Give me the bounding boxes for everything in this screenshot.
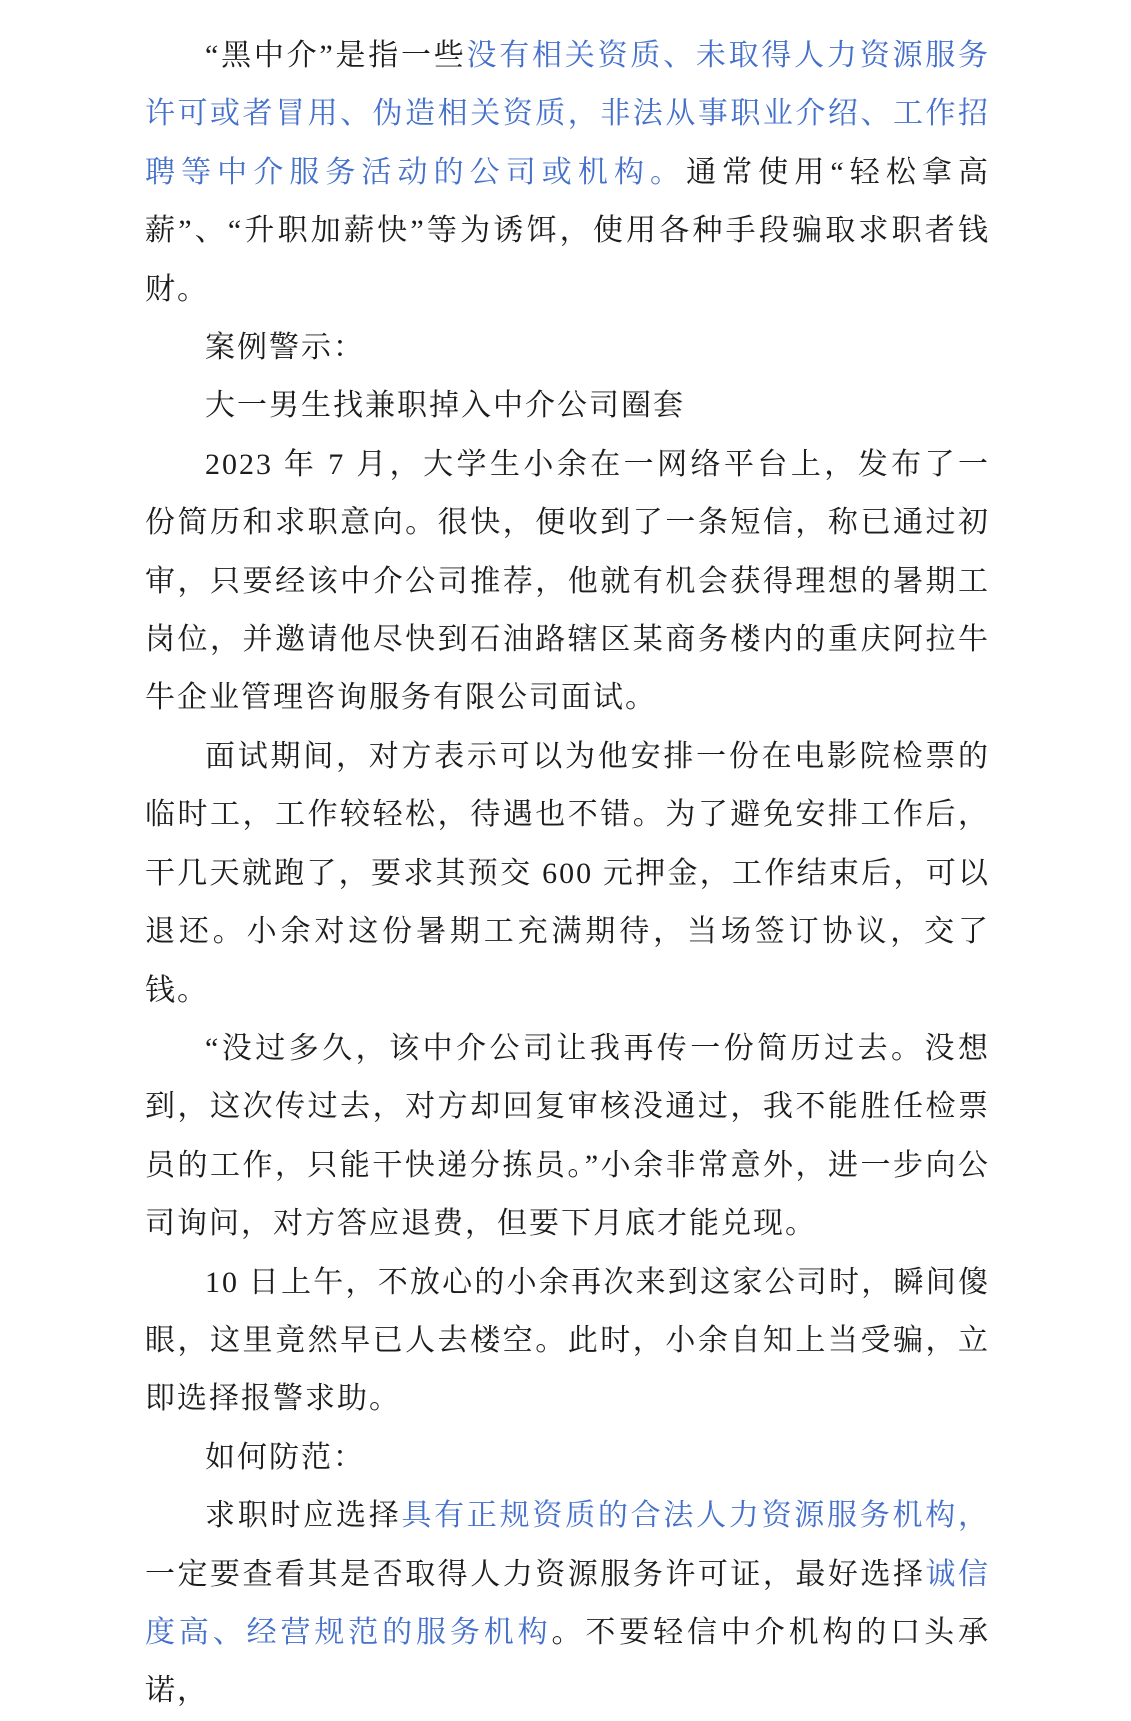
paragraph (145, 436, 990, 728)
paragraph (145, 1429, 990, 1487)
text-run: 。不要轻信中介机构的口头承诺， (145, 1615, 990, 1708)
highlighted-text-run: 诚信度高、经营规范的服务机构 (145, 1557, 991, 1649)
highlighted-text-run: 没有相关资质、未取得人力资源服务许可或者冒用、伪造相关资质，非法从事职业介绍、工作招聘等中介服务活动的公司或机构。 (145, 39, 990, 189)
text-run: 案例警示： (205, 331, 365, 365)
text-run: 面试期间，对方表示可以为他安排一份在电影院检票的临时工，工作较轻松，待遇也不错。为了避免安排工作后，干几天就跑了，要求其预交 600 元押金，工作结束后，可以退还。小余对这份暑期工充满期待，当场签订协议，交了钱。 (145, 739, 990, 1007)
text-run: 如何防范： (205, 1440, 365, 1474)
highlighted-text-run: 具有正规资质的合法人力资源服务机构， (401, 1499, 991, 1533)
text-run: 2023 年 7 月，大学生小余在一网络平台上，发布了一份简历和求职意向。很快，便收到了一条短信，称已通过初审，只要经该中介公司推荐，他就有机会获得理想的暑期工岗位，并邀请他尽快到石油路辖区某商务楼内的重庆阿拉牛牛企业管理咨询服务有限公司面试。 (145, 447, 990, 715)
paragraph (145, 319, 990, 377)
text-run: 一定要查看其是否取得人力资源服务许可证，最好选择 (145, 1557, 926, 1591)
paragraph (145, 27, 990, 319)
paragraph (145, 728, 990, 1020)
paragraph (145, 377, 990, 435)
text-run: 大一男生找兼职掉入中介公司圈套 (205, 389, 685, 423)
text-run: 求职时应选择 (205, 1499, 402, 1533)
paragraph (145, 1020, 990, 1254)
paragraph (145, 1487, 990, 1721)
text-run: “黑中介”是指一些 (205, 39, 467, 72)
text-run: 通常使用“轻松拿高薪”、“升职加薪快”等为诱饵，使用各种手段骗取求职者钱财。 (145, 155, 990, 306)
paragraph (145, 1254, 990, 1429)
text-run: “没过多久，该中介公司让我再传一份简历过去。没想到，这次传过去，对方却回复审核没通过，我不能胜任检票员的工作，只能干快递分拣员。”小余非常意外，进一步向公司询问，对方答应退费，但要下月底才能兑现。 (145, 1031, 990, 1241)
text-run: 10 日上午，不放心的小余再次来到这家公司时，瞬间傻眼，这里竟然早已人去楼空。此时，小余自知上当受骗，立即选择报警求助。 (145, 1265, 990, 1416)
